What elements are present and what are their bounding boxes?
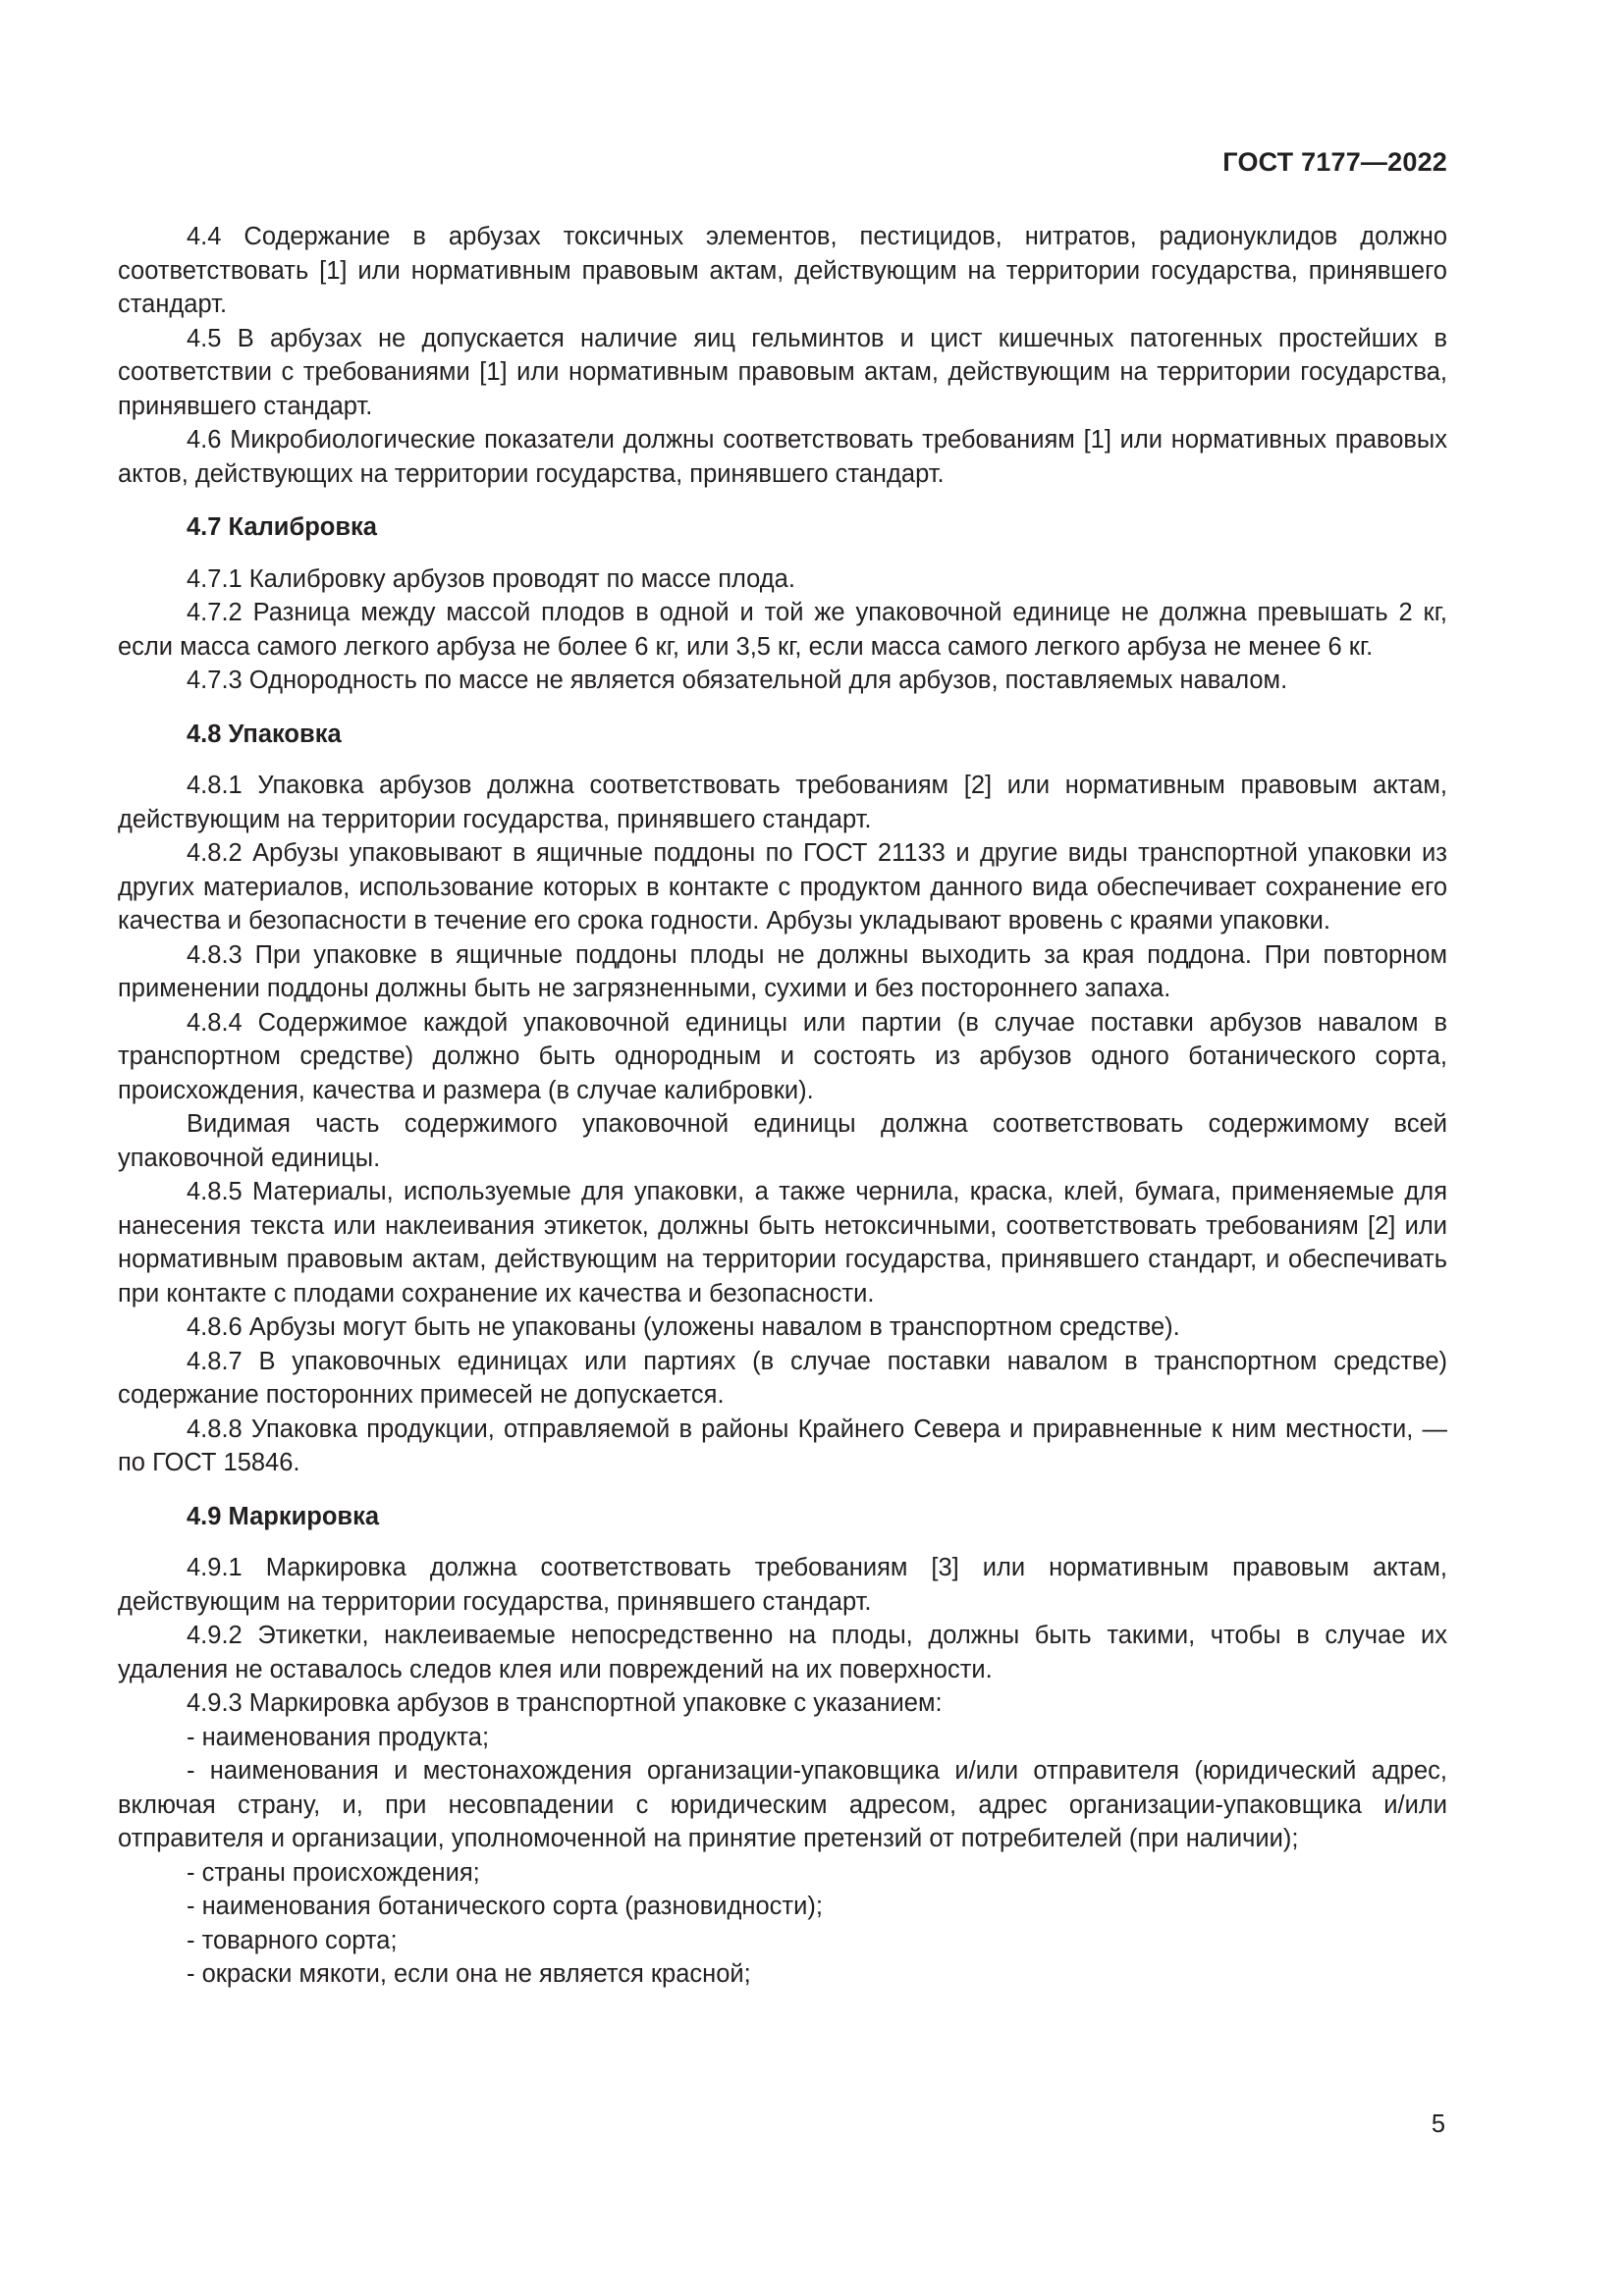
paragraph-4-9-2: 4.9.2 Этикетки, наклеиваемые непосредственно на плоды, должны быть такими, чтобы в случае их удаления не оставалось следов клея или повреждений на их поверхности.: [118, 1622, 1447, 1683]
section-heading-marking: 4.9 Маркировка: [187, 1502, 380, 1530]
paragraph-4-7-2: 4.7.2 Разница между массой плодов в одной и той же упаковочной единице не должна превышать 2 кг, если масса самого легкого арбуза не более 6 кг, или 3,5 кг, если масса самого легкого арбуза не менее 6 кг.: [118, 599, 1447, 661]
list-item: - наименования продукта;: [187, 1723, 490, 1751]
paragraph-4-8-4-continued: Видимая часть содержимого упаковочной единицы должна соответствовать содержимому всей упаковочной единицы.: [118, 1110, 1447, 1172]
list-item: - окраски мякоти, если она не является красной;: [187, 1960, 751, 1988]
paragraph-4-8-4: 4.8.4 Содержимое каждой упаковочной единицы или партии (в случае поставки арбузов навалом в транспортном средстве) должно быть однородным и состоять из арбузов одного ботанического сорта, происхождения, качества и размера (в случае калибровки).: [118, 1008, 1447, 1104]
paragraph-4-8-3: 4.8.3 При упаковке в ящичные поддоны плоды не должны выходить за края поддона. При повторном применении поддоны должны быть не загрязненными, сухими и без постороннего запаха.: [118, 940, 1447, 1002]
list-item: - товарного сорта;: [187, 1926, 398, 1954]
document-body: [118, 220, 1447, 1992]
paragraph-4-9-3: 4.9.3 Маркировка арбузов в транспортной упаковке с указанием:: [187, 1689, 943, 1717]
page-number: 5: [1431, 2110, 1445, 2138]
paragraph-4-7-1: 4.7.1 Калибровку арбузов проводят по массе плода.: [187, 564, 795, 593]
paragraph-4-5: 4.5 В арбузах не допускается наличие яиц гельминтов и цист кишечных патогенных простейших в соответствии с требованиями [1] или нормативным правовым актам, действующим на территории государства, принявшего стандарт.: [118, 324, 1447, 420]
section-heading-calibration: 4.7 Калибровка: [187, 513, 377, 541]
paragraph-4-8-2: 4.8.2 Арбузы упаковывают в ящичные поддоны по ГОСТ 21133 и другие виды транспортной упаковки из других материалов, использование которых в контакте с продуктом данного вида обеспечивает сохранение его качества и безопасности в течение его срока годности. Арбузы укладывают вровень с краями упаковки.: [118, 839, 1447, 934]
section-heading-packaging: 4.8 Упаковка: [187, 720, 342, 748]
paragraph-4-4: 4.4 Содержание в арбузах токсичных элементов, пестицидов, нитратов, радионуклидов должно соответствовать [1] или нормативным правовым актам, действующим на территории государства, принявшего стандарт.: [118, 223, 1447, 318]
paragraph-4-9-1: 4.9.1 Маркировка должна соответствовать требованиям [3] или нормативным правовым актам, действующим на территории государства, принявшего стандарт.: [118, 1554, 1447, 1616]
list-item: - страны происхождения;: [187, 1858, 480, 1887]
paragraph-4-7-3: 4.7.3 Однородность по массе не является обязательной для арбузов, поставляемых навалом.: [187, 667, 1288, 694]
paragraph-4-8-1: 4.8.1 Упаковка арбузов должна соответствовать требованиям [2] или нормативным правовым актам, действующим на территории государства, принявшего стандарт.: [118, 772, 1447, 833]
paragraph-4-8-5: 4.8.5 Материалы, используемые для упаковки, а также чернила, краска, клей, бумага, применяемые для нанесения текста или наклеивания этикеток, должны быть нетоксичными, соответствовать требованиям [2] или нормативным правовым актам, действующим на территории государства, принявшего стандарт, и обеспечивать при контакте с плодами сохранение их качества и безопасности.: [118, 1178, 1447, 1308]
paragraph-4-8-6: 4.8.6 Арбузы могут быть не упакованы (уложены навалом в транспортном средстве).: [187, 1313, 1180, 1341]
paragraph-4-8-7: 4.8.7 В упаковочных единицах или партиях (в случае поставки навалом в транспортном средстве) содержание посторонних примесей не допускается.: [118, 1347, 1447, 1409]
paragraph-4-8-8: 4.8.8 Упаковка продукции, отправляемой в районы Крайнего Севера и приравненные к ним местности, — по ГОСТ 15846.: [118, 1415, 1447, 1476]
paragraph-4-6: 4.6 Микробиологические показатели должны соответствовать требованиям [1] или нормативных правовых актов, действующих на территории государства, принявшего стандарт.: [118, 426, 1447, 488]
list-item: - наименования ботанического сорта (разновидности);: [187, 1893, 823, 1920]
document-id: ГОСТ 7177—2022: [1222, 147, 1447, 177]
list-item: - наименования и местонахождения организации-упаковщика и/или отправителя (юридический адрес, включая страну, и, при несовпадении с юридическим адресом, адрес организации-упаковщика и/или отправителя и организации, уполномоченной на принятие претензий от потребителей (при наличии);: [118, 1757, 1447, 1852]
